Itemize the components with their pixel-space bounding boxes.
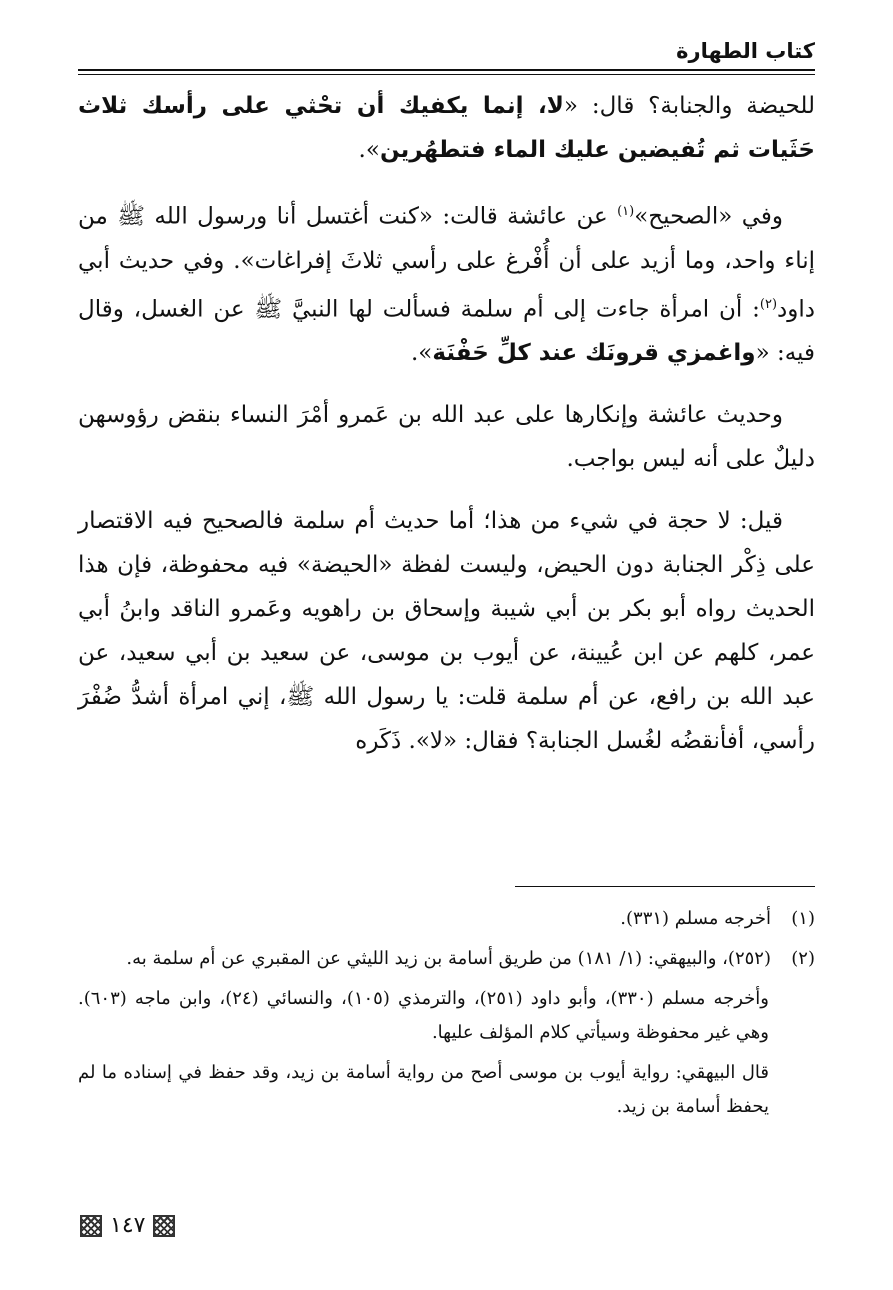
- paragraph-1: [78, 84, 815, 172]
- running-head: كتاب الطهارة: [676, 39, 815, 63]
- header-rule-thin: [78, 74, 815, 75]
- header-rule-thick: [78, 69, 815, 71]
- main-text: [78, 84, 815, 781]
- text-run: وفي «الصحيح»: [634, 203, 783, 230]
- footnote-separator: [515, 886, 815, 887]
- footnote-ref-2[interactable]: (٢): [759, 296, 778, 312]
- paragraph-4: [78, 499, 815, 763]
- footnote-number: (١): [791, 908, 815, 929]
- footnote-ref-1[interactable]: (١): [617, 204, 635, 219]
- footnote-2-continuation: قال البيهقي: رواية أيوب بن موسى أصح من رواية أسامة بن زيد، وقد حفظ في إسناده ما لم يحفظ أسامة بن زيد.: [78, 1062, 769, 1117]
- text-run: وحديث عائشة وإنكارها على عبد الله بن عَمرو أمْرَ النساء بنقض رؤوسهن دليلٌ على أنه ليس بواجب.: [78, 402, 815, 473]
- paragraph-3: [78, 393, 815, 481]
- text-run: ».: [411, 340, 433, 367]
- page-number: ١٤٧: [110, 1213, 146, 1238]
- page-folio: [80, 1213, 175, 1238]
- footnote-number: (٢): [791, 948, 815, 969]
- text-run: عن عائشة قالت: «كنت أغتسل أنا ورسول الله ﷺ من إناء واحد، وما أزيد على أن أُفْرغ على رأسي ثلاثَ إفراغات». وفي حديث أبي داود: [78, 203, 815, 323]
- paragraph-2: [78, 190, 815, 375]
- footnotes: [78, 902, 815, 1130]
- text-run: قيل: لا حجة في شيء من هذا؛ أما حديث أم سلمة فالصحيح فيه الاقتصار على ذِكْر الجنابة دون الحيض، وليست لفظة «الحيضة» فيه محفوظة، فإن هذا الحديث رواه أبو بكر بن أبي شيبة وإسحاق بن راهويه وعَمرو الناقد وابنُ أبي عمر، كلهم عن ابن عُيينة، عن أيوب بن موسى، عن سعيد بن أبي سعيد، عن عبد الله بن رافع، عن أم سلمة قلت: يا رسول الله ﷺ، إني امرأة أشدُّ ضُفْرَ رأسي، أفأنقضُه لغُسل الجنابة؟ فقال: «لا». ذَكَره: [78, 508, 816, 755]
- text-run: : أن امرأة جاءت إلى أم سلمة فسألت لها النبيَّ ﷺ عن الغسل، وقال فيه: «: [78, 296, 815, 367]
- text-run: للحيضة والجنابة؟ قال: «: [563, 93, 815, 119]
- ornament-icon: [80, 1215, 102, 1237]
- ornament-icon: [153, 1215, 175, 1237]
- footnote-text: (٢٥٢)، والبيهقي: (١/ ١٨١) من طريق أسامة بن زيد الليثي عن المقبري عن أم سلمة به.: [126, 948, 771, 969]
- footnote-text: أخرجه مسلم (٣٣١).: [620, 908, 771, 929]
- hadith-quote-bold: واغمزي قرونَك عند كلِّ حَفْنَة: [432, 340, 756, 367]
- text-run: ».: [358, 137, 380, 163]
- hadith-quote-bold: لا، إنما يكفيك أن تحْثي على رأسك ثلاث حَثَيات ثم تُفيضين عليك الماء فتطهُرين: [78, 93, 815, 163]
- footnote-2-continuation: وأخرجه مسلم (٣٣٠)، وأبو داود (٢٥١)، والترمذي (١٠٥)، والنسائي (٢٤)، وابن ماجه (٦٠٣). وهي غير محفوظة وسيأتي كلام المؤلف عليها.: [78, 988, 769, 1043]
- footnote-2: [78, 942, 815, 976]
- footnote-1: [78, 902, 815, 936]
